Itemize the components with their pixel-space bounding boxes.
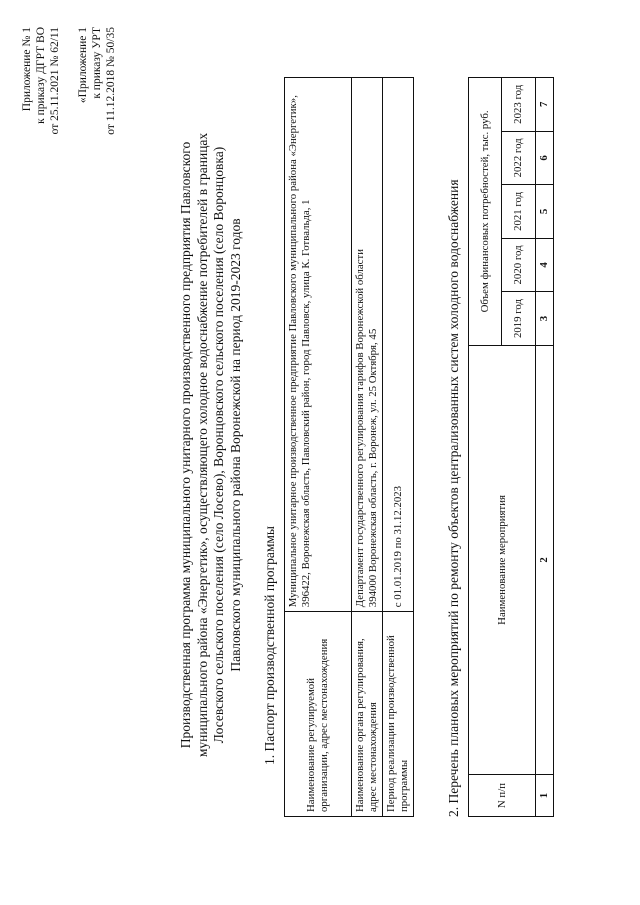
table-row [285,78,352,817]
index-cell: 3 [536,292,554,346]
index-cell: 1 [536,775,554,817]
document-title [178,95,244,795]
repairs-table [468,77,554,817]
year-header: 2021 год [502,185,536,239]
title-line: Павловского муниципального района Воронежской на период 2019-2023 годов [227,218,243,672]
title-line: Производственная программа муниципального унитарного производственного предприятия Павловского [178,141,193,749]
passport-value-line: 394000 Воронежская область, г. Воронеж, ул. 25 Октября, 45 [367,328,379,608]
passport-value-line: Департамент государственного регулирования тарифов Воронежской области [354,249,366,608]
passport-table [284,77,414,817]
section2-heading: 2. Перечень плановых мероприятий по ремонту объектов централизованных систем холодного водоснабжения [446,179,461,817]
year-header: 2023 год [502,78,536,132]
year-header: 2022 год [502,131,536,185]
column-header-name: Наименование мероприятия [469,345,536,774]
passport-value [383,78,414,612]
passport-value-line: Муниципальное унитарное производственное предприятие Павловского муниципального района «Энергетик», [287,95,299,608]
title-line: муниципального района «Энергетик», осуществляющего холодное водоснабжение потребителей в границах [194,132,210,758]
column-header-num: N п/п [469,775,536,817]
index-cell: 5 [536,185,554,239]
index-cell: 2 [536,345,554,774]
table-row [383,78,414,817]
stamp-line: Приложение № 1 [21,27,33,112]
section1-heading: 1. Паспорт производственной программы [262,526,277,765]
stamp-line: от 11.12.2018 № 50/35 [105,27,117,135]
column-header-group: Объем финансовых потребностей, тыс. руб. [469,78,502,346]
year-header: 2020 год [502,238,536,292]
stamp-line: «Приложение 1 [77,27,89,104]
table-row [352,78,383,817]
stamp-line: к приказу УРТ [91,27,103,99]
passport-value [285,78,352,612]
index-cell: 6 [536,131,554,185]
index-cell: 4 [536,238,554,292]
title-line: Лосевского сельского поселения (село Лосево), Воронцовского сельского поселения (село Воронцовка) [211,146,226,744]
passport-value-line: 396422, Воронежская область, Павловский район, город Павловск, улица К. Готвальда, 1 [300,199,312,608]
table-index-row [536,78,554,817]
year-header: 2019 год [502,292,536,346]
index-cell: 7 [536,78,554,132]
passport-label: Период реализации производственной программы [383,612,414,817]
passport-label: Наименование органа регулирования, адрес местонахождения [352,612,383,817]
passport-value [352,78,383,612]
stamp-line: от 25.11.2021 № 62/11 [49,27,61,135]
table-header-row [469,78,502,817]
approval-stamp [20,27,118,265]
passport-value-line: с 01.01.2019 по 31.12.2023 [391,485,404,608]
stamp-line: к приказу ДГРТ ВО [35,27,47,124]
passport-label: Наименование регулируемой организации, адрес местонахождения [285,612,352,817]
